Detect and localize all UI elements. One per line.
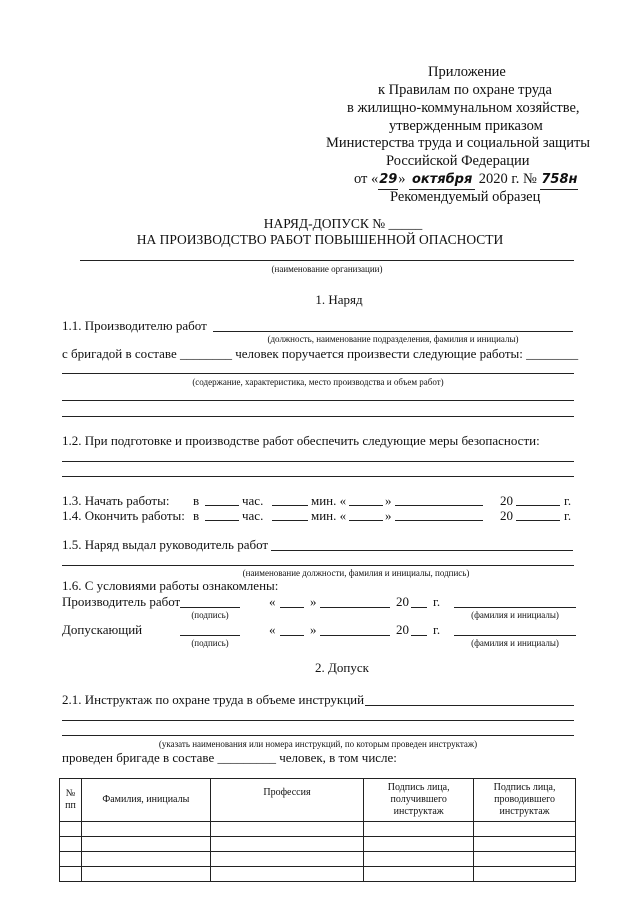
brigade-line: с бригадой в составе ________ человек поручается произвести следующие работы: ________: [62, 346, 579, 361]
producer-name-caption: (фамилия и инициалы): [471, 610, 559, 620]
appendix-rules: к Правилам по охране труда: [378, 82, 552, 98]
end-close-q: »: [385, 508, 392, 523]
org-name-caption: (наименование организации): [271, 264, 383, 274]
item-1-6-label: 1.6. С условиями работы ознакомлены:: [62, 578, 279, 593]
item-1-1-field[interactable]: [213, 331, 573, 332]
producer-signature-caption: (подпись): [191, 610, 229, 620]
admitting-name-caption: (фамилия и инициалы): [471, 638, 559, 648]
end-min-label: мин. «: [311, 508, 347, 523]
order-number: 758н: [540, 170, 578, 190]
item-1-5-field-2[interactable]: [62, 565, 574, 566]
instructions-caption: (указать наименования или номера инструкций, по которым проведен инструктаж): [158, 739, 478, 749]
admitting-name-field[interactable]: [454, 635, 576, 636]
end-year-suffix: г.: [564, 508, 572, 523]
item-1-5-label: 1.5. Наряд выдал руководитель работ: [62, 537, 269, 552]
start-min-label: мин. «: [311, 493, 347, 508]
item-1-4-label: 1.4. Окончить работы:: [62, 508, 185, 523]
col-name-header: Фамилия, инициалы: [81, 779, 210, 822]
table-row[interactable]: [60, 867, 576, 882]
admitting-signature-field[interactable]: [180, 635, 240, 636]
section2-heading: 2. Допуск: [315, 660, 369, 675]
start-year-field[interactable]: [516, 505, 560, 506]
table-header-row: [60, 779, 576, 822]
producer-label: Производитель работ: [62, 594, 181, 609]
producer-close-q: »: [310, 594, 317, 609]
works-line-2[interactable]: [62, 400, 574, 401]
brigade-instructed-line: проведен бригаде в составе _________ человек, в том числе:: [62, 750, 397, 765]
section1-heading: 1. Наряд: [315, 292, 363, 307]
item-1-2-label: 1.2. При подготовке и производстве работ обеспечить следующие меры безопасности:: [62, 433, 540, 448]
producer-day-field[interactable]: [280, 607, 304, 608]
order-month: октября: [409, 170, 475, 190]
admitting-year-prefix: 20: [396, 622, 409, 637]
item-1-5-field[interactable]: [271, 550, 573, 551]
form-title: НАРЯД-ДОПУСК № _____: [263, 216, 423, 231]
instructions-line-2[interactable]: [62, 720, 574, 721]
works-caption: (содержание, характеристика, место производства и объем работ): [192, 377, 444, 387]
admitting-open-q: «: [269, 622, 276, 637]
safety-line-2[interactable]: [62, 476, 574, 477]
admitting-day-field[interactable]: [280, 635, 304, 636]
admitting-month-field[interactable]: [320, 635, 390, 636]
works-line-3[interactable]: [62, 416, 574, 417]
start-year-suffix: г.: [564, 493, 572, 508]
instructions-line-3[interactable]: [62, 735, 574, 736]
item-1-1-label: 1.1. Производителю работ: [62, 318, 207, 333]
order-date-prefix: от «: [354, 171, 379, 187]
order-year: 2020 г. №: [478, 171, 537, 187]
end-hour-label: час.: [242, 508, 264, 523]
instructions-line-1[interactable]: [365, 705, 574, 706]
start-v: в: [193, 493, 200, 508]
col-received-header: Подпись лица, получившего инструктаж: [364, 779, 474, 822]
sample-note: Рекомендуемый образец: [390, 189, 541, 205]
safety-line-1[interactable]: [62, 461, 574, 462]
order-day: 29: [378, 170, 398, 190]
col-conducted-header: Подпись лица, проводившего инструктаж: [474, 779, 576, 822]
col-number-header: № пп: [60, 779, 82, 822]
end-month-field[interactable]: [395, 520, 483, 521]
admitting-year-field[interactable]: [411, 635, 427, 636]
end-year-prefix: 20: [500, 508, 513, 523]
end-hour-field[interactable]: [205, 520, 239, 521]
table-row[interactable]: [60, 822, 576, 837]
start-month-field[interactable]: [395, 505, 483, 506]
order-date-line: [354, 170, 578, 190]
producer-name-field[interactable]: [454, 607, 576, 608]
admitting-year-suffix: г.: [433, 622, 441, 637]
start-min-field[interactable]: [272, 505, 308, 506]
item-1-5-caption: (наименование должности, фамилия и инициалы, подпись): [242, 568, 470, 578]
form-subtitle: НА ПРОИЗВОДСТВО РАБОТ ПОВЫШЕННОЙ ОПАСНОСТИ: [136, 232, 504, 247]
org-name-line[interactable]: [80, 260, 574, 261]
start-day-field[interactable]: [349, 505, 383, 506]
start-year-prefix: 20: [500, 493, 513, 508]
item-2-1-label: 2.1. Инструктаж по охране труда в объеме инструкций: [62, 692, 365, 707]
end-year-field[interactable]: [516, 520, 560, 521]
producer-year-prefix: 20: [396, 594, 409, 609]
appendix-federation: Российской Федерации: [386, 153, 530, 169]
producer-month-field[interactable]: [320, 607, 390, 608]
appendix-approved: утвержденным приказом: [389, 118, 543, 134]
appendix-label: Приложение: [428, 64, 506, 80]
briefing-table: [59, 778, 576, 882]
order-date-sep: »: [398, 171, 406, 187]
start-close-q: »: [385, 493, 392, 508]
end-day-field[interactable]: [349, 520, 383, 521]
producer-year-suffix: г.: [433, 594, 441, 609]
producer-signature-field[interactable]: [180, 607, 240, 608]
appendix-sector: в жилищно-коммунальном хозяйстве,: [347, 100, 580, 116]
start-hour-label: час.: [242, 493, 264, 508]
table-row[interactable]: [60, 852, 576, 867]
producer-open-q: «: [269, 594, 276, 609]
admitting-label: Допускающий: [62, 622, 143, 637]
item-1-1-caption: (должность, наименование подразделения, фамилия и инициалы): [267, 334, 519, 344]
end-min-field[interactable]: [272, 520, 308, 521]
table-row[interactable]: [60, 837, 576, 852]
admitting-signature-caption: (подпись): [191, 638, 229, 648]
col-profession-header: Профессия: [210, 779, 364, 822]
appendix-ministry: Министерства труда и социальной защиты: [326, 135, 591, 151]
end-v: в: [193, 508, 200, 523]
admitting-close-q: »: [310, 622, 317, 637]
producer-year-field[interactable]: [411, 607, 427, 608]
item-1-3-label: 1.3. Начать работы:: [62, 493, 170, 508]
start-hour-field[interactable]: [205, 505, 239, 506]
works-line-1[interactable]: [62, 373, 574, 374]
